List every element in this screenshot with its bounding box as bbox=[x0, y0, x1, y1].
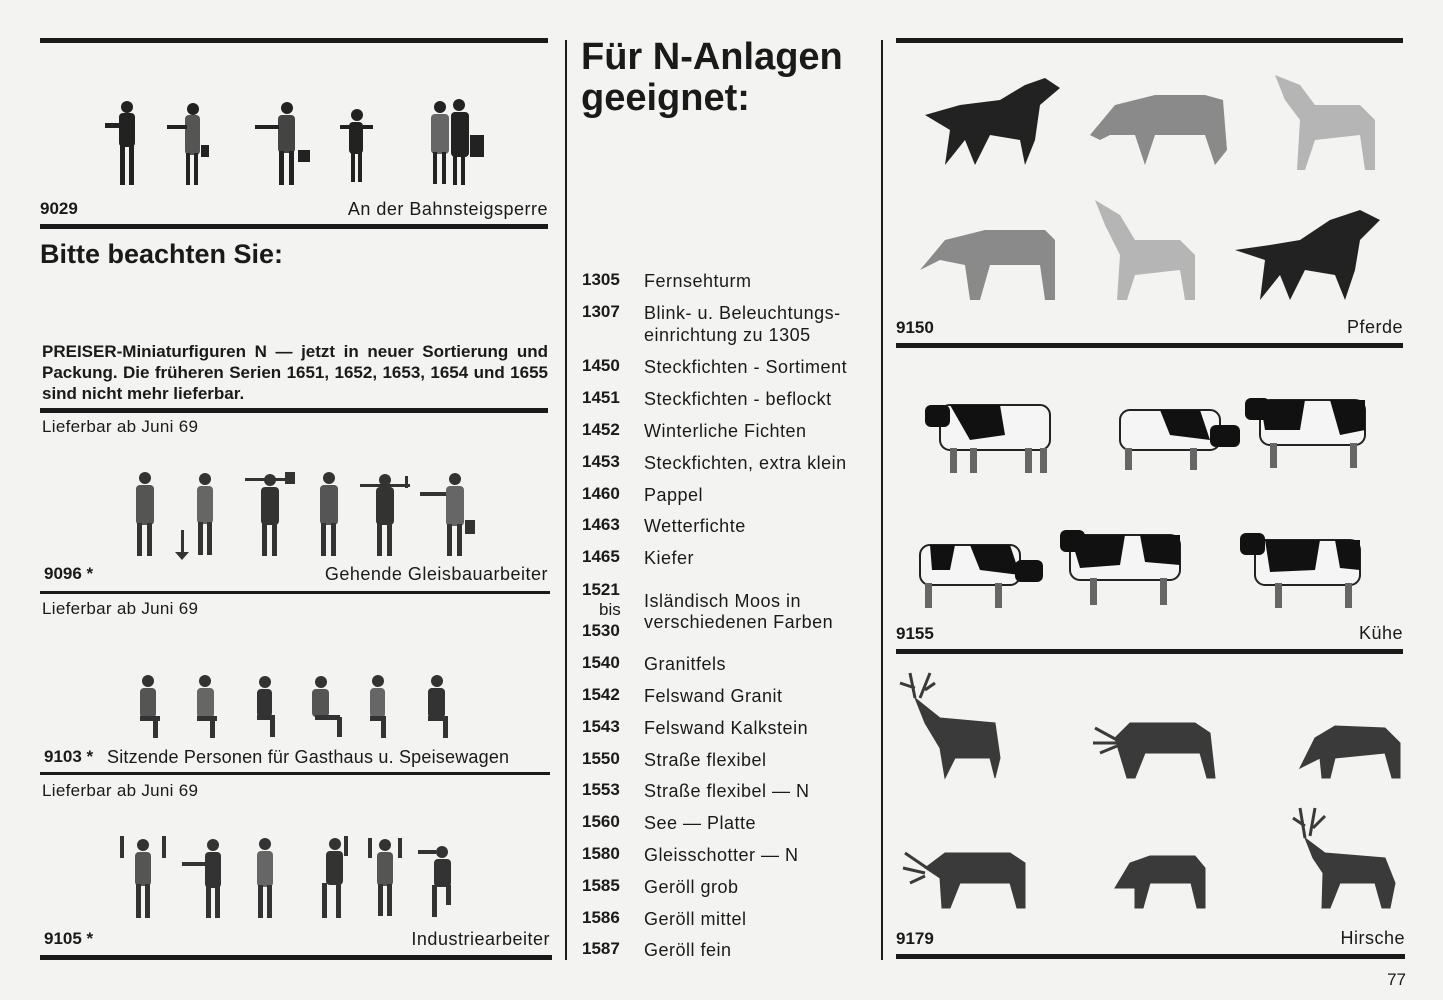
cows-photo-9155 bbox=[910, 390, 1395, 615]
product-code: 9155 bbox=[896, 624, 934, 643]
section-rule bbox=[896, 954, 1405, 959]
product-name: Blink- u. Beleuchtungs- bbox=[644, 303, 841, 323]
product-number: 1451 bbox=[582, 388, 620, 407]
page-number: 77 bbox=[1387, 970, 1406, 989]
product-name: Steckfichten - beflockt bbox=[644, 389, 832, 409]
figure-group bbox=[140, 675, 448, 738]
product-name: Felswand Kalkstein bbox=[644, 718, 809, 738]
product-caption: Kühe bbox=[1358, 623, 1403, 643]
product-name: Granitfels bbox=[644, 654, 727, 674]
deer-photo-9179 bbox=[895, 668, 1405, 918]
heading-line: geeignet: bbox=[581, 77, 750, 119]
product-code: 9105 * bbox=[44, 929, 94, 948]
product-name: See — Platte bbox=[644, 813, 757, 833]
cow-group bbox=[920, 398, 1365, 608]
product-number: 1521 bbox=[582, 580, 620, 599]
product-number: 1453 bbox=[582, 452, 620, 471]
figure-group bbox=[120, 836, 451, 918]
figure-group bbox=[105, 99, 484, 185]
product-name: Straße flexibel bbox=[644, 750, 767, 770]
deer bbox=[1293, 808, 1395, 908]
product-name: Winterliche Fichten bbox=[644, 421, 807, 441]
deer-group bbox=[900, 673, 1400, 908]
deer bbox=[1093, 723, 1215, 778]
product-caption: Pferde bbox=[1346, 317, 1403, 337]
product-number: 1460 bbox=[582, 484, 620, 503]
product-number: 1587 bbox=[582, 939, 620, 958]
top-rule-left bbox=[40, 38, 548, 43]
column-divider bbox=[881, 40, 883, 960]
notice-heading: Bitte beachten Sie: bbox=[40, 239, 284, 269]
section-rule bbox=[896, 649, 1403, 654]
product-name: Geröll mittel bbox=[644, 909, 747, 929]
product-name-line2: verschiedenen Farben bbox=[644, 612, 834, 632]
product-number: 1465 bbox=[582, 547, 620, 566]
product-name: Pappel bbox=[644, 485, 704, 505]
horse-group bbox=[920, 75, 1380, 300]
cow bbox=[920, 545, 1043, 608]
deer bbox=[903, 853, 1025, 908]
availability-note: Lieferbar ab Juni 69 bbox=[42, 599, 199, 618]
product-number: 1543 bbox=[582, 717, 620, 736]
product-name: Steckfichten, extra klein bbox=[644, 453, 847, 473]
page-heading bbox=[581, 37, 843, 119]
product-number: 1450 bbox=[582, 356, 620, 375]
column-divider bbox=[565, 40, 567, 960]
product-caption: Gehende Gleisbauarbeiter bbox=[324, 564, 548, 584]
cow bbox=[1240, 533, 1360, 608]
product-number: 1580 bbox=[582, 844, 620, 863]
section-rule bbox=[40, 591, 550, 594]
product-number: 1550 bbox=[582, 749, 620, 768]
section-rule bbox=[40, 955, 552, 960]
product-code: 9096 * bbox=[44, 564, 94, 583]
product-name: Wetterfichte bbox=[644, 516, 746, 536]
product-number: 1452 bbox=[582, 420, 620, 439]
product-name: Straße flexibel — N bbox=[644, 781, 810, 801]
figure-group bbox=[136, 472, 475, 560]
product-number: 1540 bbox=[582, 653, 620, 672]
product-name: Geröll fein bbox=[644, 940, 732, 960]
cow bbox=[925, 405, 1050, 473]
heading-line: Für N-Anlagen bbox=[581, 36, 843, 78]
product-number: 1307 bbox=[582, 302, 620, 321]
figure-photo-9029 bbox=[95, 95, 495, 195]
figure-photo-9103 bbox=[125, 672, 475, 744]
cow bbox=[1245, 398, 1365, 468]
product-code: 9150 bbox=[896, 318, 934, 337]
product-number: 1553 bbox=[582, 780, 620, 799]
figure-photo-9105 bbox=[110, 832, 480, 922]
product-number-bis: bis bbox=[599, 600, 621, 619]
product-caption: Industriearbeiter bbox=[411, 929, 550, 949]
section-rule bbox=[896, 343, 1403, 348]
product-code: 9179 bbox=[896, 929, 934, 948]
product-name: Steckfichten - Sortiment bbox=[644, 357, 848, 377]
product-number: 1305 bbox=[582, 270, 620, 289]
product-name: Kiefer bbox=[644, 548, 695, 568]
deer bbox=[1115, 856, 1205, 908]
cow bbox=[1120, 410, 1240, 470]
product-number: 1463 bbox=[582, 515, 620, 534]
product-name: Geröll grob bbox=[644, 877, 739, 897]
product-number-end: 1530 bbox=[582, 621, 620, 640]
cow bbox=[1060, 530, 1180, 605]
product-name: Fernsehturm bbox=[644, 271, 752, 291]
section-rule bbox=[40, 772, 550, 775]
product-caption: Sitzende Personen für Gasthaus u. Speisewagen bbox=[107, 747, 510, 767]
notice-text: PREISER-Miniaturfiguren N — jetzt in neuer Sortierung und Packung. Die früheren Serien 1651, 1652, 1653, 1654 und 1655 sind nicht mehr lieferbar. bbox=[42, 342, 548, 403]
product-code: 9029 bbox=[40, 199, 78, 218]
top-rule-right bbox=[896, 38, 1403, 43]
product-caption: Hirsche bbox=[1340, 928, 1405, 948]
availability-note: Lieferbar ab Juni 69 bbox=[42, 417, 199, 436]
product-name: Gleisschotter — N bbox=[644, 845, 799, 865]
product-number: 1560 bbox=[582, 812, 620, 831]
product-number: 1542 bbox=[582, 685, 620, 704]
deer bbox=[900, 673, 1000, 778]
product-name: Felswand Granit bbox=[644, 686, 783, 706]
product-name: Isländisch Moos in bbox=[644, 591, 802, 611]
product-number: 1585 bbox=[582, 876, 620, 895]
section-rule bbox=[40, 408, 548, 413]
product-caption: An der Bahnsteigsperre bbox=[347, 199, 548, 219]
figure-photo-9096 bbox=[115, 470, 485, 562]
section-rule bbox=[40, 224, 548, 229]
product-code: 9103 * bbox=[44, 747, 94, 766]
product-name-line2: einrichtung zu 1305 bbox=[644, 325, 811, 345]
availability-note: Lieferbar ab Juni 69 bbox=[42, 781, 199, 800]
horses-photo-9150 bbox=[905, 60, 1400, 310]
deer bbox=[1300, 726, 1400, 778]
product-number: 1586 bbox=[582, 908, 620, 927]
